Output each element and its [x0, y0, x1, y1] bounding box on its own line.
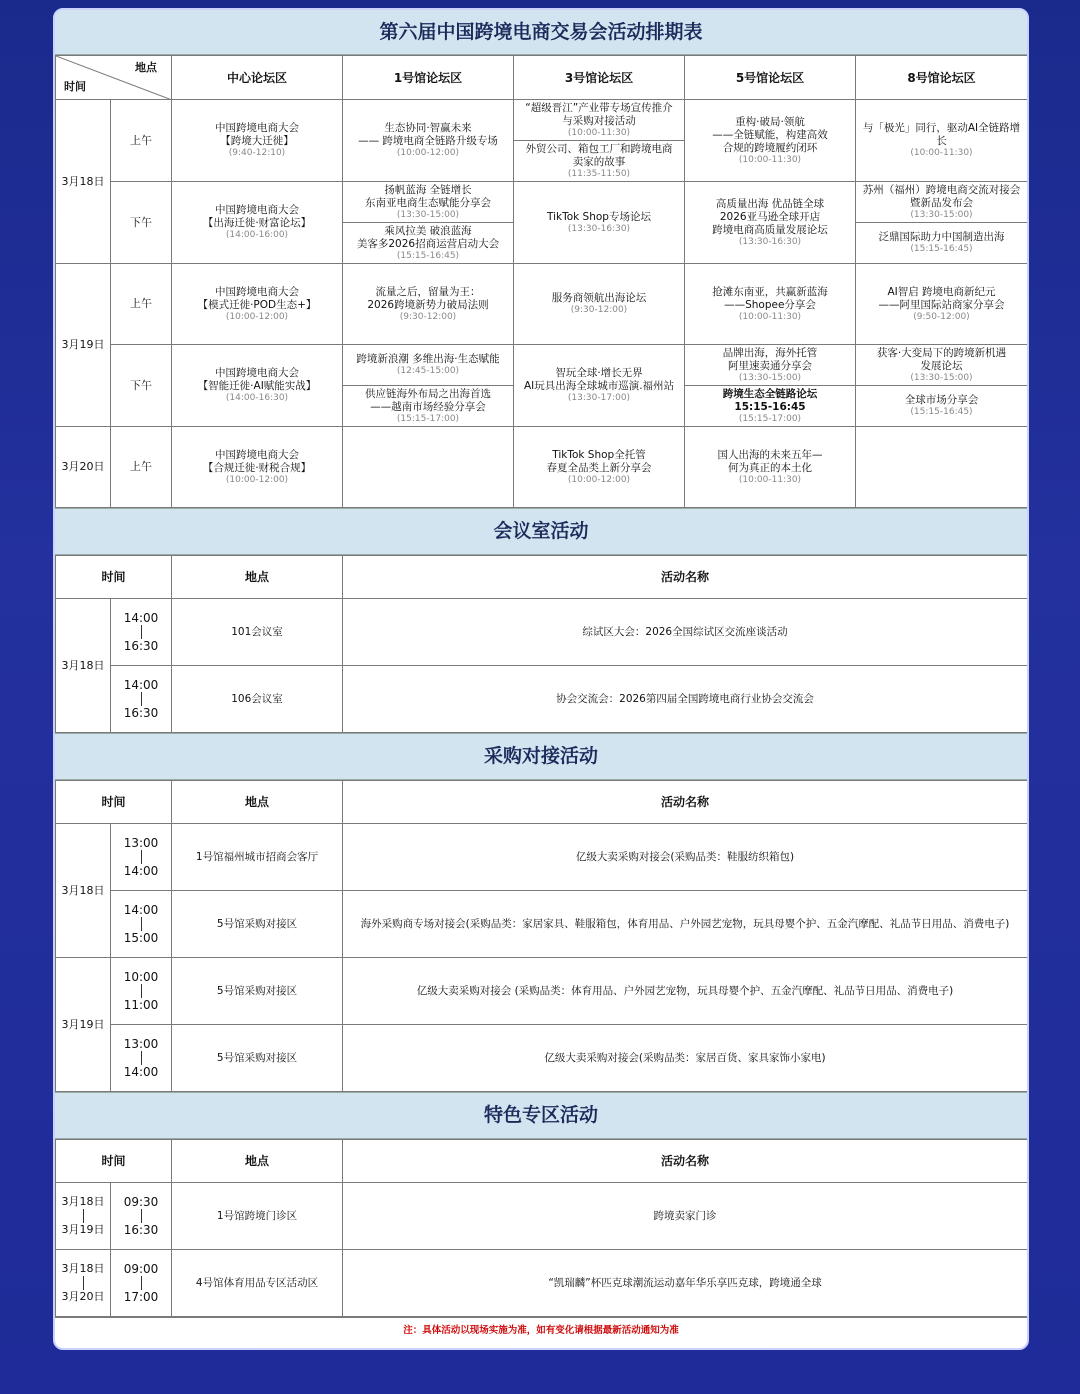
event-cell: 智玩全球·增长无界 AI玩具出海全球城市巡演.福州站 (13:30-17:00) — [514, 345, 685, 427]
schedule-card — [53, 8, 1029, 1350]
time-range: 09:30 16:30 — [111, 1183, 172, 1250]
page-title: 第六届中国跨境电商交易会活动排期表 — [55, 10, 1027, 55]
footnote: 注：具体活动以现场实施为准，如有变化请根据最新活动通知为准 — [55, 1317, 1027, 1344]
location-cell: 5号馆采购对接区 — [172, 958, 343, 1025]
period-pm: 下午 — [111, 182, 172, 264]
event-cell: 中国跨境电商大会 【出海迁徙·财富论坛】 (14:00-16:00) — [172, 182, 343, 264]
event-cell: TikTok Shop专场论坛 (13:30-16:30) — [514, 182, 685, 264]
empty-cell — [856, 427, 1028, 508]
event-cell-split: 苏州（福州）跨境电商交流对接会 暨新品发布会 (13:30-15:00) 泛鼎国际助力中国制造出海 (15:15-16:45) — [856, 182, 1028, 264]
activity-cell: 海外采购商专场对接会(采购品类：家居家具、鞋服箱包，体育用品、户外园艺宠物，玩具母婴个护、五金汽摩配、礼品节日用品、消费电子) — [343, 891, 1028, 958]
event-cell-split: 扬帆蓝海 全链增长 东南亚电商生态赋能分享会 (13:30-15:00) 乘风拉美 破浪蓝海 美客多2026招商运营启动大会 (15:15-16:45) — [343, 182, 514, 264]
event-cell-split: 获客·大变局下的跨境新机遇 发展论坛 (13:30-15:00) 全球市场分享会 (15:15-16:45) — [856, 345, 1028, 427]
event-cell: 流量之后，留量为王： 2026跨境新势力破局法则 (9:30-12:00) — [343, 264, 514, 345]
date-cell: 3月18日 — [56, 824, 111, 958]
venue-header-1: 1号馆论坛区 — [343, 56, 514, 100]
section-title-meeting: 会议室活动 — [55, 508, 1027, 555]
time-range: 13:00 14:00 — [111, 824, 172, 891]
header-activity: 活动名称 — [343, 781, 1028, 824]
activity-cell: “凯瑞麟”杯匹克球潮流运动嘉年华乐享匹克球，跨境通全球 — [343, 1250, 1028, 1317]
event-cell: 高质量出海 优品链全球 2026亚马逊全球开店 跨境电商高质量发展论坛 (13:30-16:30) — [685, 182, 856, 264]
forum-schedule-table — [55, 55, 1028, 508]
corner-header — [56, 56, 172, 100]
meeting-table — [55, 555, 1028, 733]
period-pm: 下午 — [111, 345, 172, 427]
event-cell: 中国跨境电商大会 【合规迁徙·财税合规】 (10:00-12:00) — [172, 427, 343, 508]
corner-time-label: 时间 — [64, 80, 86, 93]
venue-header-0: 中心论坛区 — [172, 56, 343, 100]
date-cell: 3月18日 — [56, 599, 111, 733]
time-range: 13:00 14:00 — [111, 1025, 172, 1092]
period-am: 上午 — [111, 427, 172, 508]
time-range: 09:00 17:00 — [111, 1250, 172, 1317]
event-cell-split: 品牌出海，海外托管 阿里速卖通分享会 (13:30-15:00) 跨境生态全链路论坛 15:15-16:45 (15:15-17:00) — [685, 345, 856, 427]
purchase-table — [55, 780, 1028, 1092]
date-range: 3月18日 3月19日 — [56, 1183, 111, 1250]
event-cell: 国人出海的未来五年— 何为真正的本土化 (10:00-11:30) — [685, 427, 856, 508]
header-time: 时间 — [56, 1140, 172, 1183]
section-title-special: 特色专区活动 — [55, 1092, 1027, 1139]
corner-location-label: 地点 — [135, 61, 157, 74]
activity-cell: 协会交流会：2026第四届全国跨境电商行业协会交流会 — [343, 666, 1028, 733]
activity-cell: 亿级大卖采购对接会(采购品类：鞋服纺织箱包) — [343, 824, 1028, 891]
date-range: 3月18日 3月20日 — [56, 1250, 111, 1317]
event-cell: 与「极光」同行，驱动AI全链路增长 (10:00-11:30) — [856, 100, 1028, 182]
event-cell: TikTok Shop全托管 春夏全品类上新分享会 (10:00-12:00) — [514, 427, 685, 508]
location-cell: 101会议室 — [172, 599, 343, 666]
venue-header-4: 8号馆论坛区 — [856, 56, 1028, 100]
event-cell: 重构·破局·领航 ——全链赋能，构建高效 合规的跨境履约闭环 (10:00-11:30) — [685, 100, 856, 182]
header-time: 时间 — [56, 556, 172, 599]
date-cell: 3月19日 — [56, 958, 111, 1092]
event-cell: 服务商领航出海论坛 (9:30-12:00) — [514, 264, 685, 345]
date-cell: 3月20日 — [56, 427, 111, 508]
time-range: 10:00 11:00 — [111, 958, 172, 1025]
location-cell: 5号馆采购对接区 — [172, 1025, 343, 1092]
event-cell: 生态协同·智赢未来 —— 跨境电商全链路升级专场 (10:00-12:00) — [343, 100, 514, 182]
venue-header-3: 5号馆论坛区 — [685, 56, 856, 100]
period-am: 上午 — [111, 100, 172, 182]
location-cell: 5号馆采购对接区 — [172, 891, 343, 958]
special-table — [55, 1139, 1028, 1317]
time-range: 14:00 16:30 — [111, 599, 172, 666]
header-activity: 活动名称 — [343, 1140, 1028, 1183]
location-cell: 4号馆体育用品专区活动区 — [172, 1250, 343, 1317]
event-cell: 中国跨境电商大会 【模式迁徙·POD生态+】 (10:00-12:00) — [172, 264, 343, 345]
event-cell-split: “超级晋江”产业带专场宣传推介 与采购对接活动 (10:00-11:30) 外贸公司、箱包工厂和跨境电商 卖家的故事 (11:35-11:50) — [514, 100, 685, 182]
event-cell: 抢滩东南亚，共赢新蓝海 ——Shopee分享会 (10:00-11:30) — [685, 264, 856, 345]
header-location: 地点 — [172, 1140, 343, 1183]
location-cell: 106会议室 — [172, 666, 343, 733]
header-time: 时间 — [56, 781, 172, 824]
date-cell: 3月19日 — [56, 264, 111, 427]
event-cell-split: 跨境新浪潮 多维出海·生态赋能 (12:45-15:00) 供应链海外布局之出海首选 ——越南市场经验分享会 (15:15-17:00) — [343, 345, 514, 427]
header-location: 地点 — [172, 781, 343, 824]
section-title-purchase: 采购对接活动 — [55, 733, 1027, 780]
location-cell: 1号馆福州城市招商会客厅 — [172, 824, 343, 891]
time-range: 14:00 16:30 — [111, 666, 172, 733]
activity-cell: 亿级大卖采购对接会 (采购品类：体育用品、户外园艺宠物，玩具母婴个护、五金汽摩配、礼品节日用品、消费电子) — [343, 958, 1028, 1025]
time-range: 14:00 15:00 — [111, 891, 172, 958]
venue-header-2: 3号馆论坛区 — [514, 56, 685, 100]
activity-cell: 跨境卖家门诊 — [343, 1183, 1028, 1250]
activity-cell: 综试区大会：2026全国综试区交流座谈活动 — [343, 599, 1028, 666]
period-am: 上午 — [111, 264, 172, 345]
location-cell: 1号馆跨境门诊区 — [172, 1183, 343, 1250]
date-cell: 3月18日 — [56, 100, 111, 264]
empty-cell — [343, 427, 514, 508]
event-cell: 中国跨境电商大会 【智能迁徙·AI赋能实战】 (14:00-16:30) — [172, 345, 343, 427]
header-location: 地点 — [172, 556, 343, 599]
event-cell: 中国跨境电商大会 【跨境大迁徙】 (9:40-12:10) — [172, 100, 343, 182]
event-cell: AI智启 跨境电商新纪元 ——阿里国际站商家分享会 (9:50-12:00) — [856, 264, 1028, 345]
header-activity: 活动名称 — [343, 556, 1028, 599]
activity-cell: 亿级大卖采购对接会(采购品类：家居百货、家具家饰小家电) — [343, 1025, 1028, 1092]
